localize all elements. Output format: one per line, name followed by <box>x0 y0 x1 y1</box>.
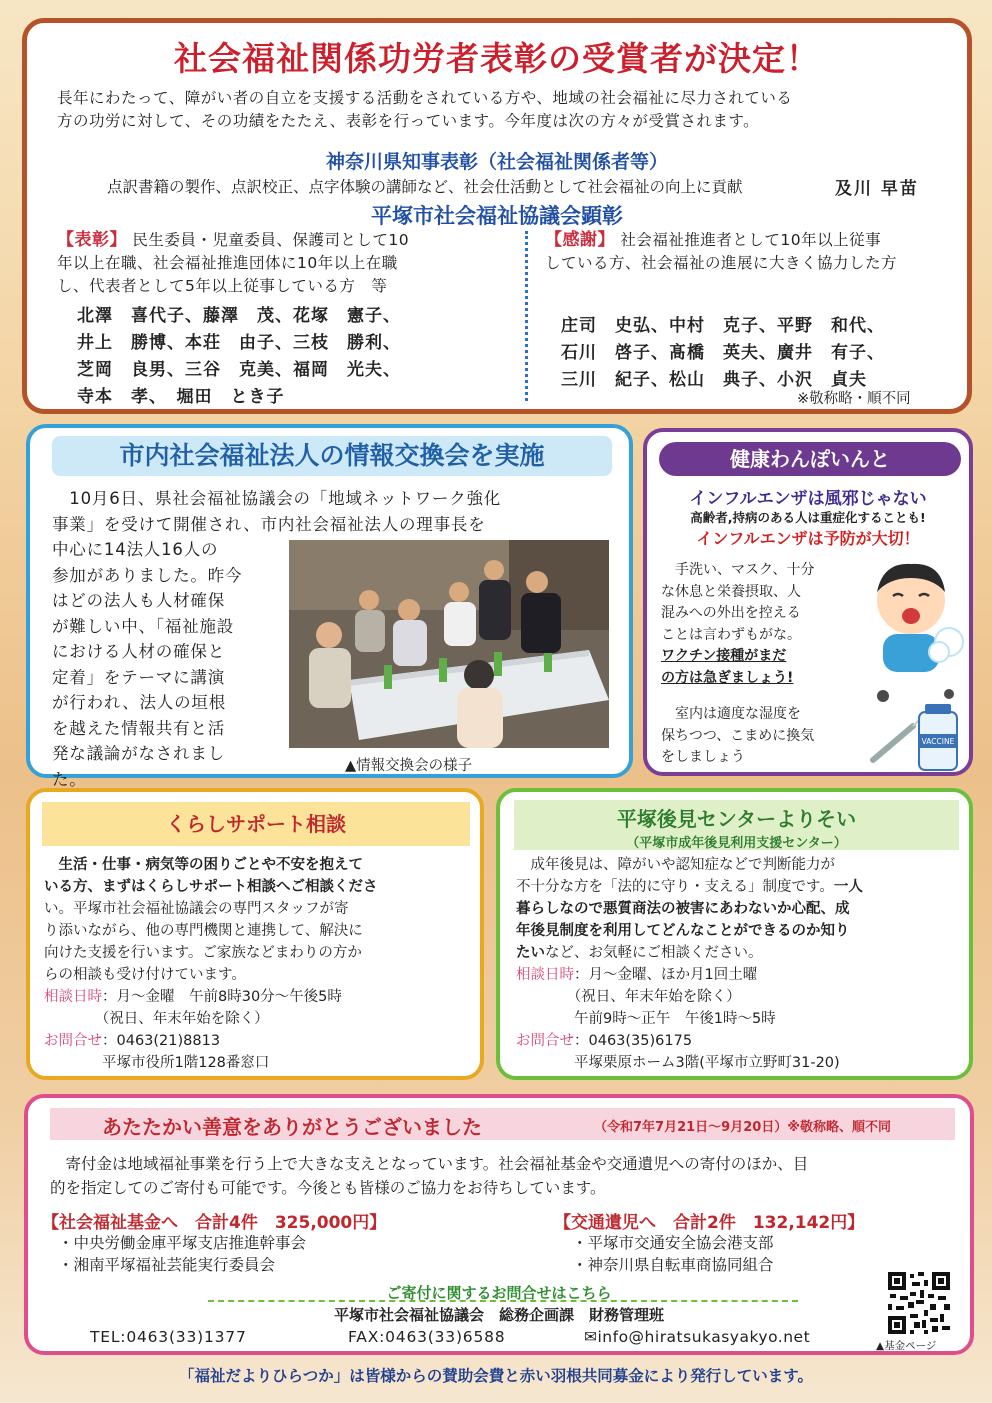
award-note: ※敬称略・順不同 <box>797 391 911 407</box>
exchange-line: における人材の確保と <box>52 642 225 661</box>
award-intro-line: 方の功労に対して、その功績をたたえ、表彰を行っています。今年度は次の方々が受賞されます。 <box>57 112 760 130</box>
hyosho-names <box>77 303 401 411</box>
kouken-last-rest: など、お気軽にご相談ください。 <box>545 945 763 961</box>
kanagawa-desc: 点訳書籍の製作、点訳校正、点字体験の講師など、社会仕活動として社会福祉の向上に貢献 <box>107 178 743 196</box>
fund2-heading: 【交通遺児へ 合計2件 132,142円】 <box>554 1213 865 1233</box>
kanagawa-name: 及川 早苗 <box>835 179 919 199</box>
thanks-section <box>24 1094 974 1355</box>
hiratsuka-heading: 平塚市社会福祉協議会顕彰 <box>371 204 623 228</box>
meeting-photo <box>289 540 609 748</box>
contact-email[interactable]: ✉info@hiratsukasyakyo.net <box>584 1328 811 1346</box>
kurashi-line: り添いながら、他の専門機関と連携して、解決に <box>44 923 363 939</box>
exchange-line: 10月6日、県社会福祉協議会の「地域ネットワーク強化 <box>52 489 502 508</box>
contact-divider <box>208 1300 798 1302</box>
hours-label: 相談日時 <box>44 989 102 1005</box>
kouken-hours-note: （祝日、年末年始を除く） <box>516 989 741 1005</box>
exchange-line: た。 <box>52 769 87 789</box>
contact-tel[interactable]: TEL:0463(33)1377 <box>90 1328 247 1346</box>
kouken-bold-tail: 一人 <box>833 879 863 895</box>
kurashi-line: らの相談も受け付けています。 <box>44 967 246 983</box>
thanks-title-box <box>50 1108 955 1140</box>
fund1-heading: 【社会福祉基金へ 合計4件 325,000円】 <box>42 1213 387 1233</box>
kouken-line: 成年後見は、障がいや認知症などで判断能力が <box>516 857 835 873</box>
exchange-line: 参加がありました。昨今 <box>52 565 243 585</box>
kurashi-tel: ：0463(21)8813 <box>102 1033 221 1049</box>
donor-item: ・中央労働金庫平塚支店推進幹事会 <box>58 1234 307 1252</box>
exchange-line: 定着」をテーマに講演 <box>52 667 225 687</box>
kouken-line: 不十分な方を「法的に守り・支える」制度です。 <box>516 879 834 895</box>
kouken-bold-line: 年後見制度を利用してどんなことができるのか知り <box>516 923 850 939</box>
kouken-title: 平塚後見センターよりそい <box>616 807 857 831</box>
thanks-line: 寄付金は地域福祉事業を行う上で大きな支えとなっています。社会福祉基金や交通遺児への寄付のほか、目 <box>50 1155 809 1173</box>
photo-caption: ▲情報交換会の様子 <box>345 758 473 774</box>
kansha-names <box>561 313 885 394</box>
vaccine-line: の方は急ぎましょう! <box>661 669 794 686</box>
kurashi-bold-line: 生活・仕事・病気等の困りごとや不安を抱えて <box>44 857 363 873</box>
footer-note: 「福祉だよりひらつか」は皆様からの賛助会費と赤い羽根共同募金により発行しています。 <box>178 1367 814 1385</box>
kansha-desc-line: 社会福祉推進者として10年以上従事 <box>615 231 882 249</box>
thanks-period: （令和7年7月21日～9月20日）※敬称略、順不同 <box>594 1120 891 1135</box>
hyosho-desc-line: 民生委員・児童委員、保護司として10 <box>127 231 410 249</box>
award-intro-line: 長年にわたって、障がい者の自立を支援する活動をされている方や、地域の社会福祉に尽力されている <box>57 89 793 107</box>
health-title: 健康わんぽいんと <box>659 442 961 476</box>
kurashi-hours: ：月～金曜 午前8時30分～午後5時 <box>102 989 342 1005</box>
award-title: 社会福祉関係功労者表彰の受賞者が決定！ <box>174 39 820 78</box>
exchange-line: が行われ、法人の垣根 <box>52 693 226 712</box>
donor-item: ・神奈川県自転車商協同組合 <box>572 1256 774 1274</box>
kouken-hours-time: 午前9時～正午 午後1時～5時 <box>516 1011 776 1027</box>
health-alert: インフルエンザは予防が大切！ <box>696 529 920 548</box>
name-line: 北澤 喜代子、藤澤 茂、花塚 憲子、 <box>77 306 401 326</box>
thanks-title: あたたかい善意をありがとうございました <box>102 1115 482 1139</box>
exchange-line: 発な議論がなされまし <box>52 744 225 763</box>
name-line: 井上 勝博、本荘 由子、三枝 勝利、 <box>77 333 401 353</box>
contact-label: お問合せ <box>44 1033 102 1049</box>
kurashi-line: 向けた支援を行います。ご家族などまわりの方か <box>44 945 362 961</box>
thanks-body <box>50 1152 955 1200</box>
kurashi-line: い。平塚市社会福祉協議会の専門スタッフが寄 <box>44 901 349 917</box>
vaccine-icon <box>865 682 969 774</box>
hyosho-tag: 【表彰】 <box>57 230 127 250</box>
exchange-line: 中心に14法人16人の <box>52 540 219 559</box>
award-section <box>22 18 972 414</box>
vaccine-label: VACCINE <box>921 737 955 746</box>
contact-fax: FAX:0463(33)6588 <box>348 1328 506 1346</box>
column-divider <box>525 231 528 401</box>
contact-org: 平塚市社会福祉協議会 総務企画課 財務管理班 <box>333 1306 664 1324</box>
award-intro <box>57 87 947 133</box>
name-line: 三川 紀子、松山 典子、小沢 貞夫 <box>561 370 867 390</box>
contact-label: お問合せ <box>516 1033 574 1049</box>
name-line: 寺本 孝、 堀田 とき子 <box>77 387 285 407</box>
kansha-desc <box>545 229 965 275</box>
kurashi-bold-line: いる方、まずはくらしサポート相談へご相談くださ <box>44 879 378 895</box>
kurashi-hours-note: （祝日、年末年始を除く） <box>44 1011 269 1027</box>
kansha-desc-line: している方、社会福祉の進展に大きく協力した方 <box>545 254 898 272</box>
health-line: 混みへの外出を控える <box>661 605 801 621</box>
fund1-list <box>58 1232 306 1276</box>
exchange-title: 市内社会福祉法人の情報交換会を実施 <box>52 436 612 476</box>
health-section <box>643 428 973 776</box>
hyosho-desc-line: し、代表者として5年以上従事している方 等 <box>57 277 388 295</box>
name-line: 石川 啓子、髙橋 英夫、廣井 有子、 <box>561 343 885 363</box>
kanagawa-heading: 神奈川県知事表彰（社会福祉関係者等） <box>325 151 668 173</box>
hours-label: 相談日時 <box>516 967 574 983</box>
kouken-bold-line: 暮らしなので悪質商法の被害にあわないか心配、成 <box>516 901 850 917</box>
kurashi-body <box>44 854 474 1074</box>
kouken-title-box <box>514 800 959 850</box>
qr-code-icon[interactable] <box>886 1270 952 1336</box>
exchange-line: はどの法人も人材確保 <box>52 591 225 610</box>
kouken-section <box>496 788 973 1080</box>
kouken-bold-last: たい <box>516 945 545 961</box>
kouken-place: 平塚栗原ホーム3階(平塚市立野町31-20) <box>516 1055 840 1071</box>
exchange-line: 事業」を受けて開催され、市内社会福祉法人の理事長を <box>52 514 486 534</box>
kurashi-title: くらしサポート相談 <box>42 802 470 846</box>
donor-item: ・平塚市交通安全協会港支部 <box>572 1234 774 1252</box>
vaccine-line: ワクチン接種がまだ <box>661 648 787 664</box>
health-line: ことは言わずもがな。 <box>661 626 801 643</box>
kansha-tag: 【感謝】 <box>545 230 615 250</box>
kouken-body <box>516 854 964 1074</box>
kouken-tel: ：0463(35)6175 <box>574 1033 693 1049</box>
health-line: をしましょう <box>661 749 745 765</box>
exchange-line: を越えた情報共有と活 <box>52 718 225 738</box>
name-line: 庄司 史弘、中村 克子、平野 和代、 <box>561 316 885 336</box>
name-line: 芝岡 良男、三谷 克美、福岡 光夫、 <box>77 360 401 380</box>
health-sub: 高齢者,持病のある人は重症化することも! <box>690 510 926 525</box>
hyosho-desc-line: 年以上在職、社会福祉推進団体に10年以上在職 <box>57 254 398 272</box>
health-headline: インフルエンザは風邪じゃない <box>689 489 927 509</box>
health-line: 保ちつつ、こまめに換気 <box>661 727 815 744</box>
exchange-section <box>26 424 633 789</box>
sick-child-icon <box>853 552 969 672</box>
thanks-line: 的を指定してのご寄付も可能です。今後とも皆様のご協力をお待ちしています。 <box>50 1179 606 1197</box>
health-line: 手洗い、マスク、十分 <box>661 562 815 578</box>
kouken-hours: ：月～金曜、ほか月1回土曜 <box>574 967 758 983</box>
hyosho-desc <box>57 229 512 298</box>
fund2-list <box>572 1232 774 1276</box>
health-body <box>661 560 861 689</box>
health-body2 <box>661 704 861 769</box>
qr-caption: ▲基金ページ <box>876 1340 937 1352</box>
kouken-subtitle: （平塚市成年後見利用支援センター） <box>626 836 847 851</box>
donor-item: ・湘南平塚福祉芸能実行委員会 <box>58 1256 276 1274</box>
exchange-line: が難しい中、「福祉施設 <box>52 616 235 636</box>
health-line: な休息と栄養摂取、人 <box>661 583 801 600</box>
kurashi-place: 平塚市役所1階128番窓口 <box>44 1055 270 1071</box>
contact-heading: ご寄付に関するお問合せはこちら <box>386 1284 612 1302</box>
health-line: 室内は適度な湿度を <box>661 706 801 722</box>
kurashi-section <box>26 788 484 1080</box>
